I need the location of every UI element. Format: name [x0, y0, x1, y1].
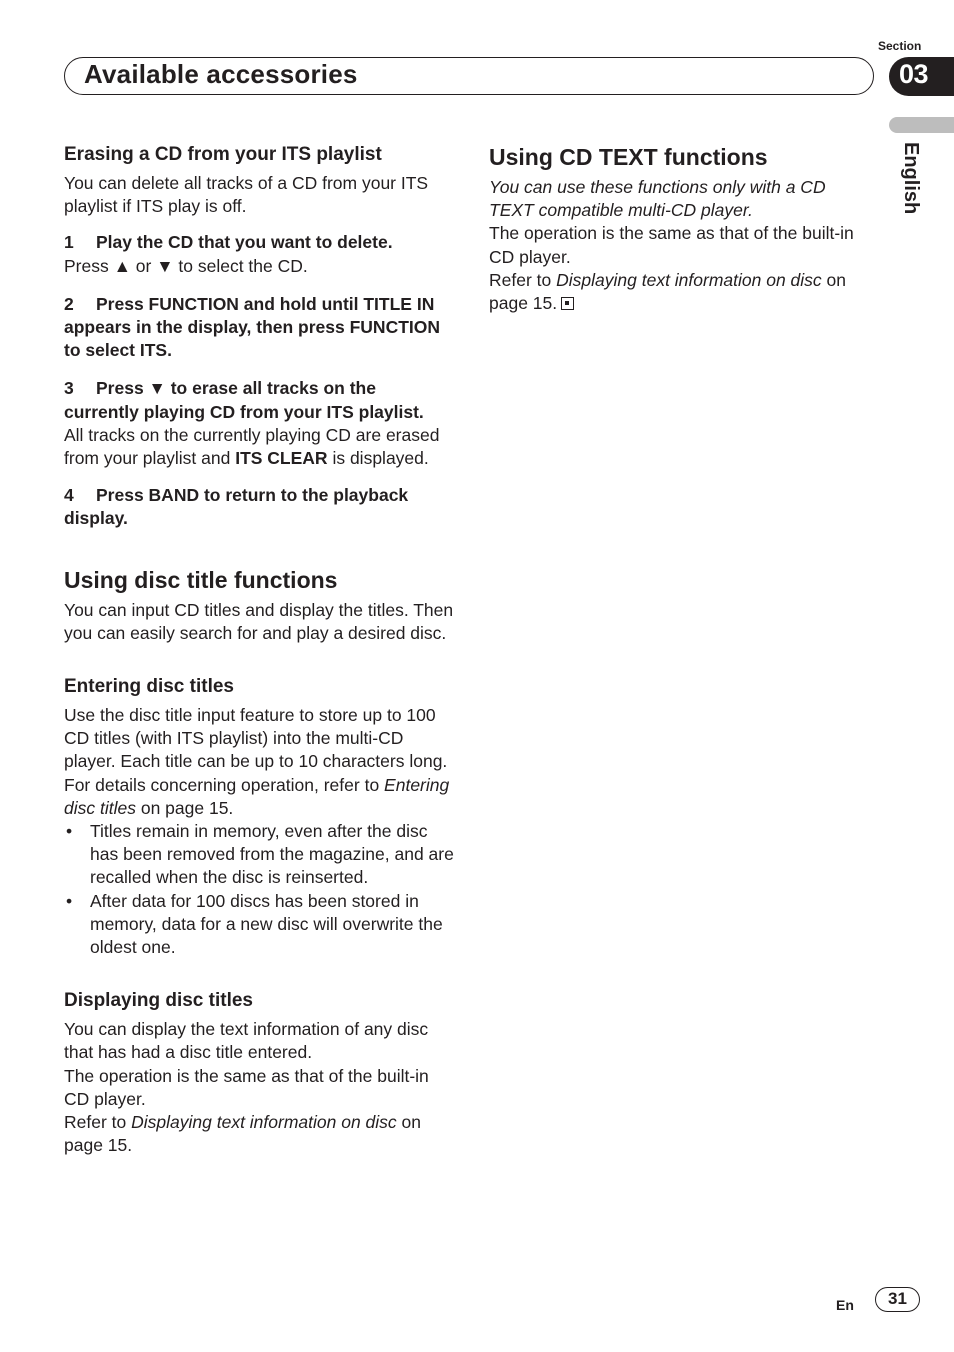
entering-ref-link: Entering disc titles — [64, 774, 450, 818]
right-column — [489, 141, 871, 315]
language-tab — [889, 117, 954, 133]
end-mark-icon — [561, 297, 574, 310]
step-2 — [64, 293, 454, 363]
step-4-number: 4 — [64, 485, 74, 506]
cdtext-ref-a: Refer to — [489, 269, 552, 290]
cdtext-heading: Using CD TEXT functions — [489, 144, 768, 170]
step-2-title: Press FUNCTION and hold until TITLE IN appears in the display, then press FUNCTION to select ITS. — [64, 293, 441, 361]
step-3-body — [64, 424, 454, 470]
bullet-item: • Titles remain in memory, even after the disc has been removed from the magazine, and are recalled when the disc is reinserted. — [64, 820, 454, 890]
step-3-body-b: is displayed. — [332, 448, 429, 469]
step-4 — [64, 484, 454, 530]
left-column — [64, 141, 454, 1158]
displaying-body-2: The operation is the same as that of the built-in CD player. — [64, 1065, 429, 1109]
entering-body: Use the disc title input feature to store up to 100 CD titles (with ITS playlist) into the multi-CD player. Each title can be up to 10 characters long. — [64, 705, 448, 772]
displaying-ref-link: Displaying text information on disc — [131, 1112, 397, 1133]
cdtext-ref — [489, 269, 871, 315]
entering-heading: Entering disc titles — [64, 676, 234, 698]
erasing-heading: Erasing a CD from your ITS playlist — [64, 144, 382, 165]
section-label: Section — [878, 39, 922, 53]
entering-ref — [64, 774, 454, 820]
step-1 — [64, 231, 454, 254]
page-number: 31 — [875, 1287, 920, 1312]
entering-bullets — [64, 820, 454, 959]
cdtext-body: The operation is the same as that of the built-in CD player. — [489, 223, 854, 267]
cdtext-note: You can use these functions only with a CD TEXT compatible multi-CD player. — [489, 177, 826, 221]
page-title: Available accessories — [84, 59, 358, 89]
step-1-number: 1 — [64, 232, 74, 253]
cdtext-ref-link: Displaying text information on disc — [556, 269, 822, 290]
step-4-title: Press BAND to return to the playback display. — [64, 485, 409, 529]
disc-title-intro: You can input CD titles and display the titles. Then you can easily search for and play a desired disc. — [64, 599, 454, 643]
displaying-heading: Displaying disc titles — [64, 990, 253, 1012]
disc-title-heading: Using disc title functions — [64, 566, 338, 593]
cdtext-ref-b: on page 15. — [489, 269, 847, 314]
step-1-title: Play the CD that you want to delete. — [96, 232, 393, 253]
its-clear-text: ITS CLEAR — [235, 448, 328, 469]
section-number: 03 — [899, 59, 929, 89]
bullet-item: • After data for 100 discs has been stored in memory, data for a new disc will overwrite the oldest one. — [64, 890, 454, 960]
step-3-number: 3 — [64, 378, 74, 399]
entering-ref-a: For details concerning operation, refer to — [64, 774, 380, 795]
step-3-body-a: All tracks on the currently playing CD are erased from your playlist and — [64, 424, 440, 469]
step-3-title: Press ▼ to erase all tracks on the currently playing CD from your ITS playlist. — [64, 378, 424, 422]
step-1-body: Press ▲ or ▼ to select the CD. — [64, 255, 308, 276]
language-code: En — [836, 1297, 854, 1313]
erasing-intro: You can delete all tracks of a CD from your ITS playlist if ITS play is off. — [64, 173, 429, 217]
language-label: English — [900, 142, 922, 215]
entering-ref-b: on page 15. — [140, 797, 234, 818]
step-2-number: 2 — [64, 293, 74, 314]
step-3 — [64, 377, 454, 423]
displaying-ref-b: on page 15. — [64, 1112, 422, 1156]
displaying-ref — [64, 1111, 454, 1157]
displaying-ref-a: Refer to — [64, 1112, 127, 1133]
displaying-body-1: You can display the text information of any disc that has had a disc title entered. — [64, 1019, 429, 1063]
